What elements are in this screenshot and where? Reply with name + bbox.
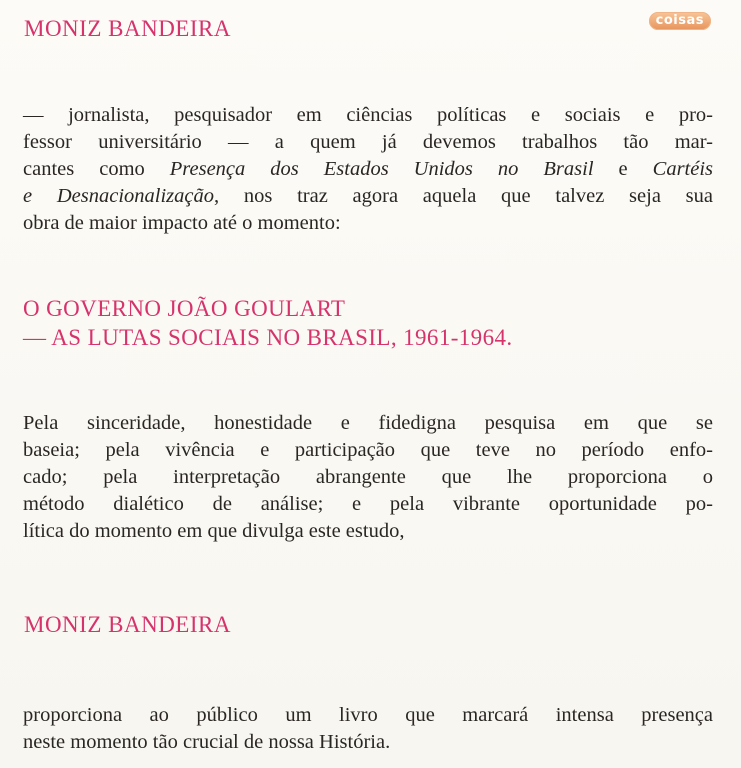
reasons-line-1: Pela sinceridade, honestidade e fidedigna pesquisa em que se — [23, 412, 713, 434]
book-title-desnacionalizacao: e Desnacionalização — [23, 185, 214, 207]
book-title-carteis: Cartéis — [652, 158, 714, 180]
intro-line-4: e Desnacionalização, nos traz agora aquela que talvez seja sua — [23, 185, 713, 207]
intro-paragraph — [23, 102, 713, 237]
closing-paragraph — [23, 702, 713, 756]
reasons-line-5: lítica do momento em que divulga este estudo, — [23, 520, 405, 542]
intro-line-3: cantes como Presença dos Estados Unidos no Brasil e Cartéis — [23, 158, 714, 180]
book-title-heading — [23, 294, 513, 352]
book-title-presenca: Presença dos Estados Unidos no Brasil — [169, 158, 594, 180]
intro-line-1: — jornalista, pesquisador em ciências políticas e sociais e pro- — [23, 104, 713, 126]
intro-line-2: fessor universitário — a quem já devemos trabalhos tão mar- — [23, 131, 713, 153]
reasons-line-2: baseia; pela vivência e participação que teve no período enfo- — [23, 439, 713, 461]
book-title-line-2: — AS LUTAS SOCIAIS NO BRASIL, 1961-1964. — [23, 325, 513, 350]
coisas-watermark-logo: coisas — [649, 12, 711, 30]
book-title-line-1: O GOVERNO JOÃO GOULART — [23, 296, 346, 321]
reasons-paragraph — [23, 410, 713, 545]
author-heading-top: MONIZ BANDEIRA — [24, 16, 231, 41]
intro-line-5: obra de maior impacto até o momento: — [23, 212, 341, 234]
author-heading-bottom: MONIZ BANDEIRA — [24, 612, 231, 637]
closing-line-1: proporciona ao público um livro que marcará intensa presença — [23, 704, 713, 726]
reasons-line-3: cado; pela interpretação abrangente que lhe proporciona o — [23, 466, 713, 488]
reasons-line-4: método dialético de análise; e pela vibrante oportunidade po- — [23, 493, 713, 515]
closing-line-2: neste momento tão crucial de nossa História. — [23, 731, 391, 753]
